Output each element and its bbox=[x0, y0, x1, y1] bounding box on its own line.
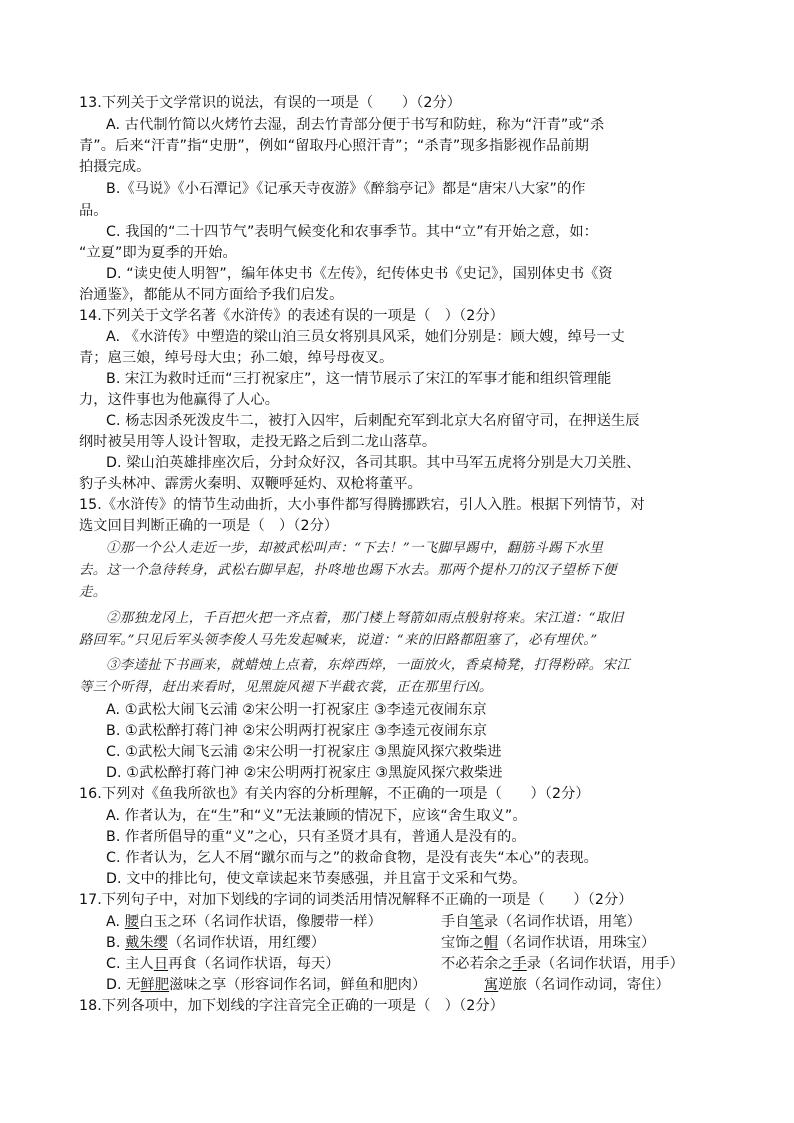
underlined-word: 鲜肥 bbox=[140, 977, 170, 993]
q15-passage-1-cont: 去。这一个急待转身，武松右脚早起，扑咚地也踢下水去。那两个提朴刀的汉子望桥下便 bbox=[79, 563, 617, 578]
q17-option-d-right: 寓逆旅（名词作动词，寄住） bbox=[484, 977, 670, 993]
underlined-word: 戴朱缨 bbox=[125, 935, 168, 951]
q17-option-b-right: 宝饰之帽（名词作状语，用珠宝） bbox=[441, 935, 656, 951]
q17-option-c-left: C. 主人日再食（名词作状语，每天） bbox=[106, 956, 340, 972]
q16-option-b: B. 作者所倡导的重“义”之心，只有圣贤才具有，普通人是没有的。 bbox=[106, 829, 526, 845]
q13-option-a-cont: 青”。后来“汗青”指“史册”，例如“留取丹心照汗青”；“杀青”现多指影视作品前期 bbox=[79, 138, 589, 154]
underlined-word: 手 bbox=[512, 956, 527, 972]
q17-option-a-right: 手自笔录（名词作状语，用笔） bbox=[441, 914, 642, 930]
underlined-word: 日 bbox=[153, 956, 169, 972]
q15-option-b: B. ①武松醉打蒋门神 ②宋公明两打祝家庄 ③李逵元夜闹东京 bbox=[106, 723, 488, 739]
q15-passage-3-cont: 等三个听得，赶出来看时，见黑旋风褪下半截衣裳，正在那里行凶。 bbox=[79, 680, 493, 695]
q16-option-a: A. 作者认为，在“生”和“义”无法兼顾的情况下，应该“舍生取义”。 bbox=[106, 808, 527, 824]
underlined-word: 帽 bbox=[483, 935, 499, 951]
q13-option-b: B.《马说》《小石潭记》《记承天寺夜游》《醉翁亭记》都是“唐宋八大家”的作 bbox=[106, 181, 586, 197]
q14-option-a-cont: 青；扈三娘，绰号母大虫；孙二娘，绰号母夜叉。 bbox=[79, 350, 394, 366]
q14-option-d-cont: 豹子头林冲、霹雳火秦明、双鞭呼延灼、双枪将董平。 bbox=[79, 476, 422, 492]
q13-option-c: C. 我国的“二十四节气”表明气候变化和农事季节。其中“立”有开始之意，如： bbox=[106, 224, 598, 240]
q13-option-d: D. “读史使人明智”，编年体史书《左传》，纪传体史书《史记》，国别体史书《资 bbox=[106, 266, 613, 282]
underlined-word: 笔 bbox=[469, 914, 484, 930]
q17-option-b-left: B. 戴朱缨（名词作状语，用红缨） bbox=[106, 935, 326, 951]
q16-option-d: D. 文中的排比句，使文章读起来节奏感强，并且富于文采和气势。 bbox=[106, 871, 527, 887]
q13-option-d-cont: 治通鉴》，都能从不同方面给予我们启发。 bbox=[79, 287, 344, 303]
underlined-word: 寓 bbox=[484, 977, 499, 993]
q14-option-c: C. 杨志因杀死泼皮牛二，被打入囚牢，后刺配充军到北京大名府留守司，在押送生辰 bbox=[106, 413, 640, 429]
q14-option-b: B. 宋江为救时迁而“三打祝家庄”，这一情节展示了宋江的军事才能和组织管理能 bbox=[106, 371, 612, 387]
q17-stem: 17.下列句子中，对加下划线的字词的词类活用情况解释不正确的一项是（ ）（2分） bbox=[79, 892, 633, 908]
q17-option-d-left: D. 无鲜肥滋味之享（形容词作名词，鲜鱼和肥肉） bbox=[106, 977, 427, 993]
q16-stem: 16.下列对《鱼我所欲也》有关内容的分析理解，不正确的一项是（ ）（2分） bbox=[79, 786, 590, 802]
q16-option-c: C. 作者认为，乞人不屑“蹴尔而与之”的救命食物，是没有丧失“本心”的表现。 bbox=[106, 850, 598, 866]
q14-option-a: A. 《水浒传》中塑造的梁山泊三员女将别具风采，她们分别是：顾大嫂，绰号一丈 bbox=[106, 329, 625, 345]
q17-option-c-right: 不必若余之手录（名词作状语，用手） bbox=[441, 956, 684, 972]
q15-passage-1-cont: 走。 bbox=[79, 585, 107, 600]
q13-option-a-cont: 拍摄完成。 bbox=[79, 159, 151, 175]
q15-passage-3: ③李逵扯下书画来，就蜡烛上点着，东焠西焠，一面放火，香桌椅凳，打得粉碎。宋江 bbox=[106, 658, 631, 673]
q14-option-d: D. 梁山泊英雄排座次后，分封众好汉，各司其职。其中马军五虎将分别是大刀关胜、 bbox=[106, 455, 641, 471]
q13-stem: 13.下列关于文学常识的说法，有误的一项是（ ）（2分） bbox=[79, 95, 462, 111]
q13-option-c-cont: “立夏”即为夏季的开始。 bbox=[79, 245, 237, 261]
q15-stem: 15.《水浒传》的情节生动曲折，大小事件都写得腾挪跌宕，引人入胜。根据下列情节，对 bbox=[79, 497, 645, 513]
q13-option-b-cont: 品。 bbox=[79, 203, 108, 219]
underlined-word: 腰 bbox=[124, 914, 140, 930]
q15-option-a: A. ①武松大闹飞云浦 ②宋公明一打祝家庄 ③李逵元夜闹东京 bbox=[106, 702, 487, 718]
q15-option-d: D. ①武松醉打蒋门神 ②宋公明两打祝家庄 ③黑旋风探穴救柴进 bbox=[106, 765, 503, 781]
q17-option-a-left: A. 腰白玉之环（名词作状语，像腰带一样） bbox=[106, 914, 382, 930]
q15-passage-1: ①那一个公人走近一步，却被武松叫声：“下去！”一飞脚早踢中，翻筋斗踢下水里 bbox=[106, 541, 604, 556]
q15-option-c: C. ①武松大闹飞云浦 ②宋公明一打祝家庄 ③黑旋风探穴救柴进 bbox=[106, 744, 502, 760]
q14-stem: 14.下列关于文学名著《水浒传》的表述有误的一项是（ ）（2分） bbox=[79, 308, 504, 324]
q15-passage-2: ②那独龙冈上，千百把火把一齐点着，那门楼上弩箭如雨点般射将来。宋江道：“取旧 bbox=[106, 611, 624, 626]
q14-option-c-cont: 纲时被吴用等人设计智取，走投无路之后到二龙山落草。 bbox=[79, 434, 437, 450]
q15-passage-2-cont: 路回军。”只见后军头领李俊人马先发起喊来，说道：“来的旧路都阻塞了，必有埋伏。” bbox=[79, 633, 598, 648]
q18-stem: 18.下列各项中，加下划线的字注音完全正确的一项是（ ）（2分） bbox=[79, 998, 504, 1014]
q14-option-b-cont: 力，这件事也为他赢得了人心。 bbox=[79, 392, 280, 408]
q13-option-a: A. 古代制竹简以火烤竹去湿，刮去竹青部分便于书写和防蛀，称为“汗青”或“杀 bbox=[106, 117, 605, 133]
q15-stem-cont: 选文回目判断正确的一项是（ ）（2分） bbox=[79, 518, 339, 534]
